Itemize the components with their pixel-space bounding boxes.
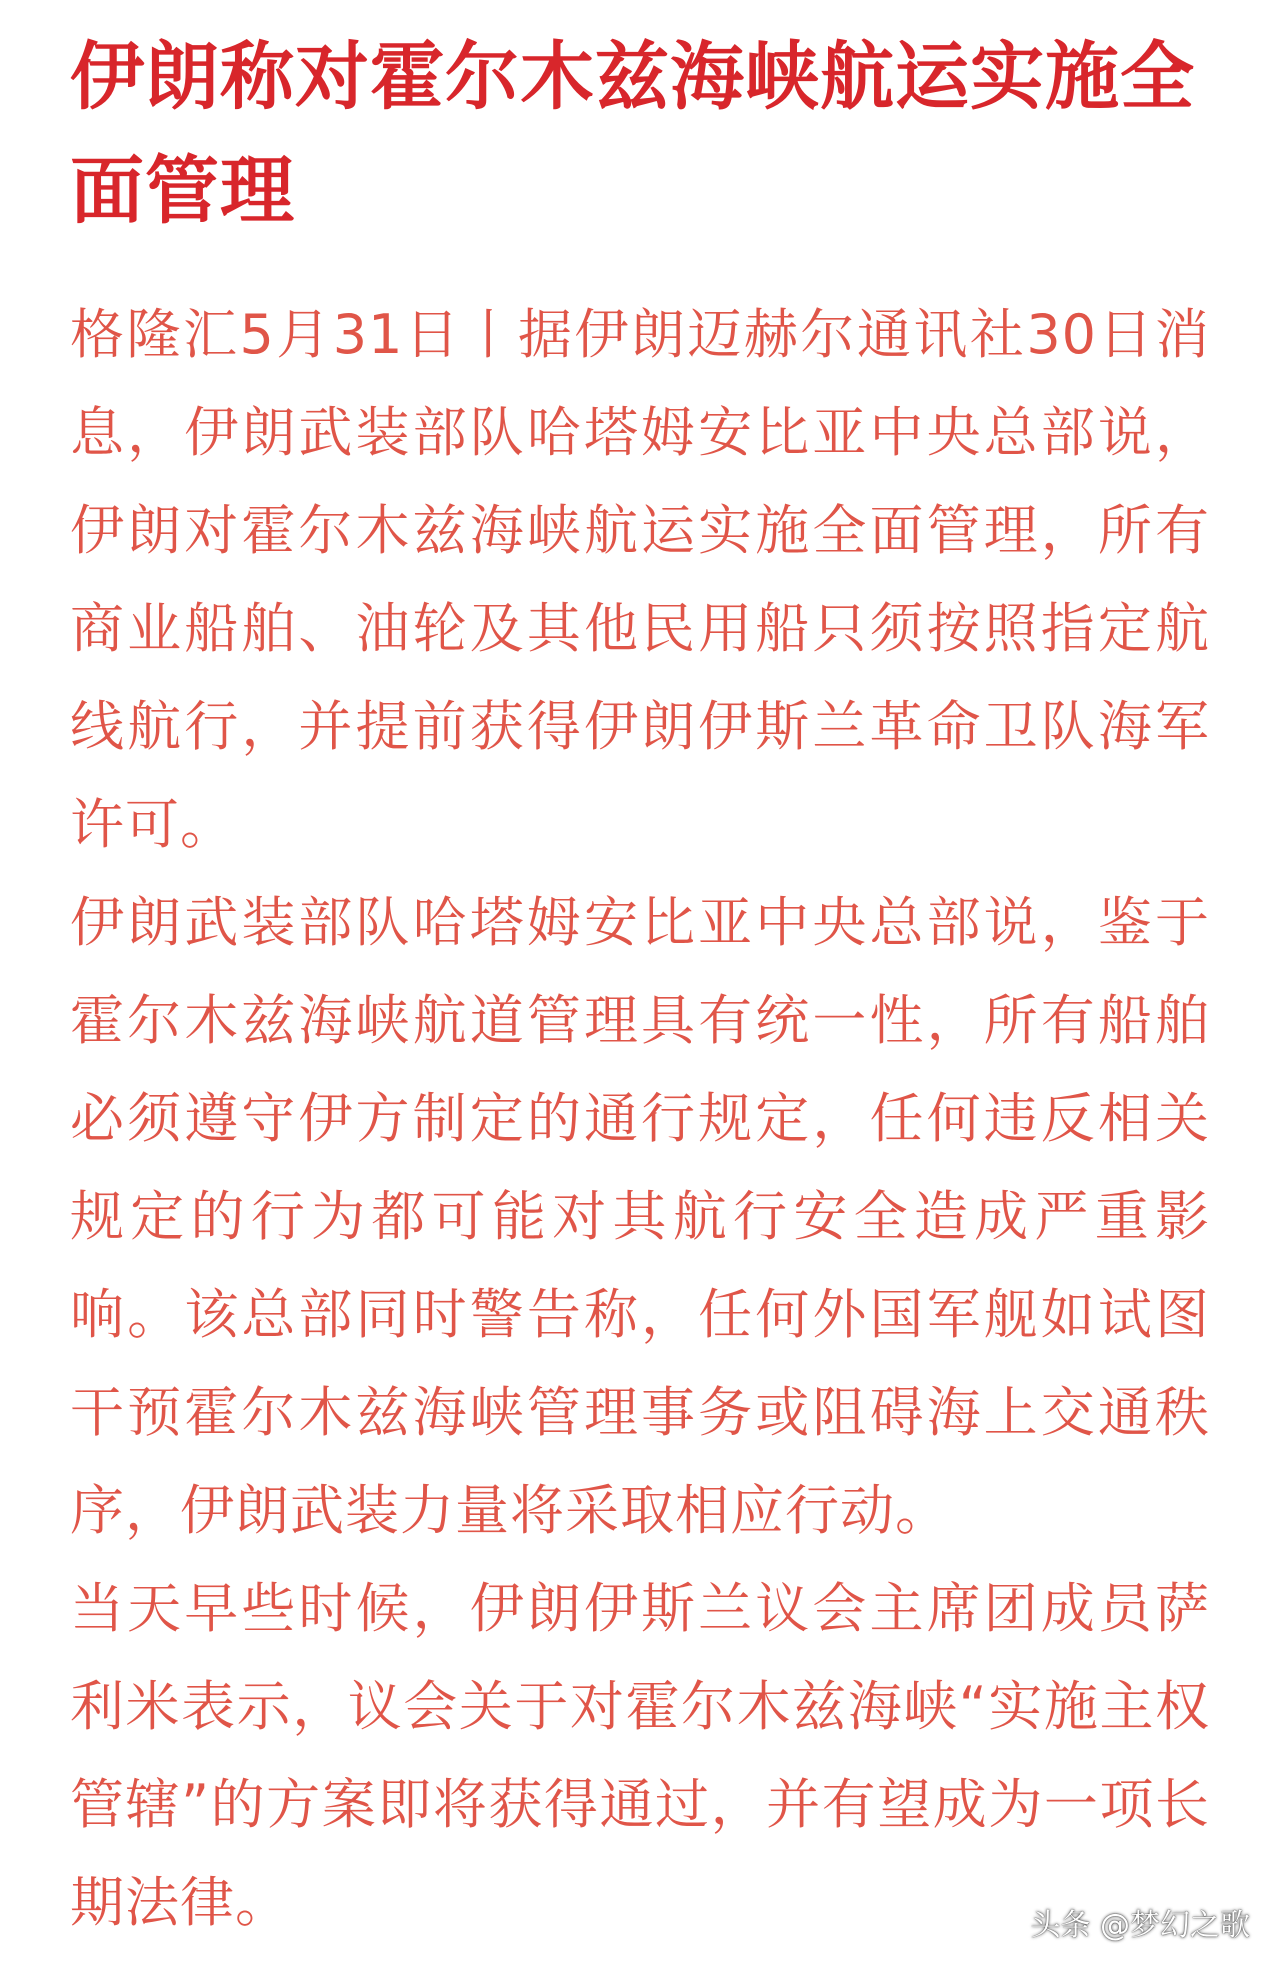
article-title: 伊朗称对霍尔木兹海峡航运实施全面管理: [70, 34, 1195, 234]
watermark-text: 头条 @梦幻之歌: [1030, 1908, 1250, 1943]
article: [70, 20, 1210, 1952]
article-paragraph-3: 当天早些时候，伊朗伊斯兰议会主席团成员萨利米表示，议会关于对霍尔木兹海峡“实施主权管辖”的方案即将获得通过，并有望成为一项长期法律。: [70, 1577, 1210, 1934]
article-paragraph-2: 伊朗武装部队哈塔姆安比亚中央总部说，鉴于霍尔木兹海峡航道管理具有统一性，所有船舶必须遵守伊方制定的通行规定，任何违反相关规定的行为都可能对其航行安全造成严重影响。该总部同时警告称，任何外国军舰如试图干预霍尔木兹海峡管理事务或阻碍海上交通秩序，伊朗武装力量将采取相应行动。: [70, 891, 1210, 1542]
article-paragraph-1: 格隆汇5月31日丨据伊朗迈赫尔通讯社30日消息，伊朗武装部队哈塔姆安比亚中央总部说，伊朗对霍尔木兹海峡航运实施全面管理，所有商业船舶、油轮及其他民用船只须按照指定航线航行，并提前获得伊朗伊斯兰革命卫队海军许可。: [70, 303, 1210, 856]
source-watermark: [1030, 1904, 1250, 1948]
